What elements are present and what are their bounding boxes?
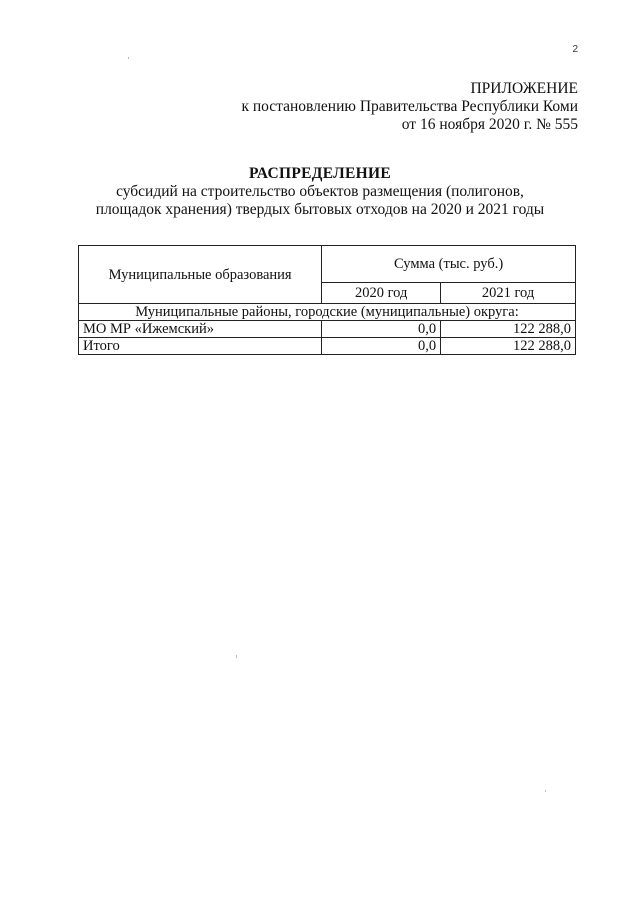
table-header-row	[79, 246, 576, 283]
row-municipality-name: МО МР «Ижемский»	[79, 321, 322, 338]
document-title-block	[0, 165, 640, 219]
scan-artifact	[545, 790, 546, 792]
document-subtitle-line-1: субсидий на строительство объектов размещения (полигонов,	[116, 183, 524, 200]
row-value-2020: 0,0	[322, 321, 441, 338]
row-value-2021: 122 288,0	[441, 321, 576, 338]
document-title: РАСПРЕДЕЛЕНИЕ	[249, 165, 391, 182]
appendix-date-number: от 16 ноября 2020 г. № 555	[401, 116, 578, 133]
table-total-row	[79, 338, 576, 355]
appendix-header	[241, 80, 578, 134]
distribution-table	[78, 245, 576, 355]
total-value-2020: 0,0	[322, 338, 441, 355]
scan-artifact	[128, 57, 129, 59]
section-label: Муниципальные районы, городские (муниципальные) округа:	[79, 304, 576, 321]
header-year-2020: 2020 год	[322, 283, 441, 304]
document-subtitle-line-2: площадок хранения) твердых бытовых отходов на 2020 и 2021 годы	[95, 201, 545, 218]
table-section-row	[79, 304, 576, 321]
appendix-title: ПРИЛОЖЕНИЕ	[470, 80, 578, 97]
header-sum: Сумма (тыс. руб.)	[322, 246, 576, 283]
total-label: Итого	[79, 338, 322, 355]
header-municipality: Муниципальные образования	[79, 246, 322, 304]
header-year-2021: 2021 год	[441, 283, 576, 304]
total-value-2021: 122 288,0	[441, 338, 576, 355]
scan-artifact	[236, 655, 237, 658]
page-number: 2	[572, 44, 578, 55]
table-row	[79, 321, 576, 338]
appendix-resolution: к постановлению Правительства Республики Коми	[241, 98, 578, 115]
